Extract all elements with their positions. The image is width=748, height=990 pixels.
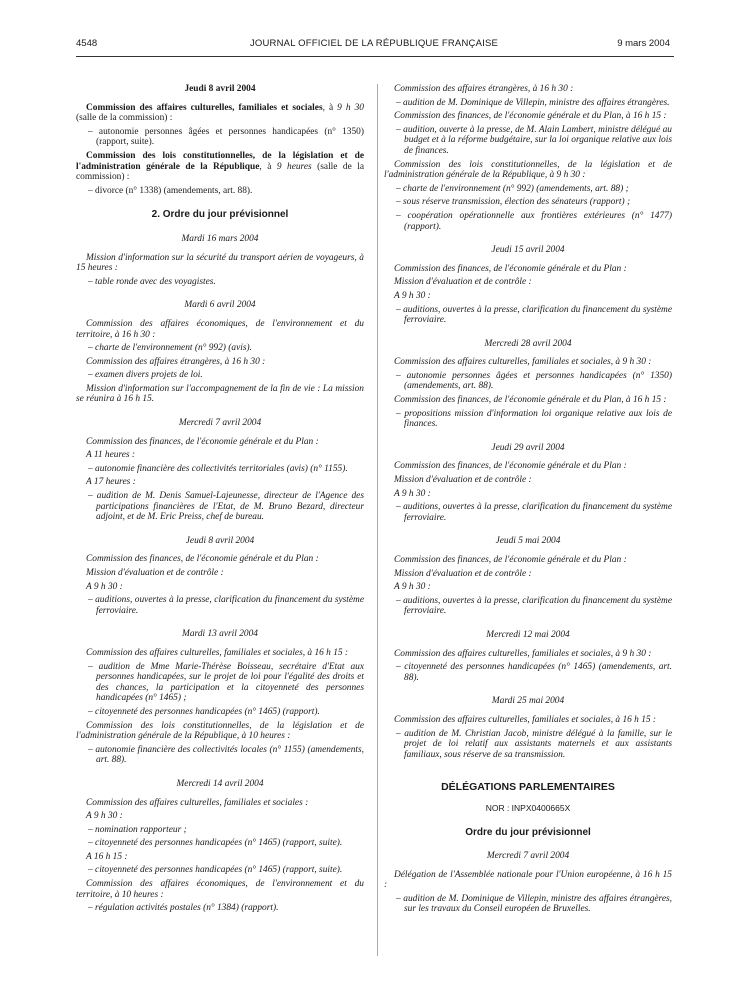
- committee-line: Commission des finances, de l'économie générale et du Plan :: [86, 436, 319, 447]
- agenda-item: – régulation activités postales (n° 1384) (rapport).: [88, 903, 279, 914]
- time-line: Mission d'évaluation et de contrôle :: [86, 568, 224, 578]
- time-line: Mission d'évaluation et de contrôle :: [394, 277, 532, 288]
- journal-title: JOURNAL OFFICIEL DE LA RÉPUBLIQUE FRANÇAISE: [249, 38, 499, 49]
- committee-line: Commission des finances, de l'économie générale et du Plan :: [394, 555, 627, 565]
- paragraph-fragment: Commission des affaires culturelles, familiales et sociales: [86, 102, 323, 113]
- committee-line: Commission des finances, de l'économie générale et du Plan :: [86, 554, 319, 565]
- time-line: A 16 h 15 :: [86, 851, 128, 862]
- committee-line: Commission des affaires culturelles, familiales et sociales, à 9 h 30 :: [394, 357, 652, 368]
- committee-line: Commission des affaires économiques, de l'environnement et du territoire, à 16 h 30 :: [76, 318, 364, 340]
- paragraph-fragment: , à: [322, 102, 338, 113]
- paragraph-fragment: (salle de la commission) :: [76, 113, 173, 124]
- agenda-item: – charte de l'environnement (n° 992) (avis).: [88, 343, 252, 354]
- agenda-item: – audition, ouverte à la presse, de M. Alain Lambert, ministre délégué au budget et à la réforme budgétaire, sur la loi organique relative aux lois de finances.: [396, 124, 672, 156]
- page-header: [0, 38, 748, 52]
- agenda-item: – divorce (n° 1338) (amendements, art. 88).: [88, 185, 253, 196]
- time-line: A 9 h 30 :: [86, 811, 123, 822]
- sitting-date: Mardi 6 avril 2004: [184, 300, 256, 311]
- agenda-item: – table ronde avec des voyagistes.: [88, 276, 216, 287]
- agenda-item: – autonomie financière des collectivités locales (n° 1155) (amendements, art. 88).: [88, 744, 364, 766]
- paragraph-fragment: 9 h 30: [337, 102, 364, 113]
- section-title: 2. Ordre du jour prévisionnel: [151, 209, 289, 221]
- agenda-item: – citoyenneté des personnes handicapées (n° 1465) (rapport, suite).: [88, 838, 343, 849]
- committee-line: Commission des finances, de l'économie générale et du Plan, à 16 h 15 :: [394, 395, 667, 406]
- sitting-date: Mercredi 7 avril 2004: [486, 851, 570, 862]
- agenda-item: – citoyenneté des personnes handicapées (n° 1465) (amendements, art. 88).: [396, 662, 672, 683]
- time-line: A 17 heures :: [86, 477, 136, 488]
- sitting-date: Jeudi 29 avril 2004: [491, 442, 565, 453]
- time-line: A 9 h 30 :: [394, 290, 431, 301]
- paragraph-fragment: (salle de la commission) :: [76, 161, 364, 183]
- agenda-item: – auditions, ouvertes à la presse, clarification du financement du système ferroviaire.: [396, 502, 672, 523]
- time-line: Mission d'évaluation et de contrôle :: [394, 475, 532, 486]
- sitting-date: Mardi 25 mai 2004: [491, 696, 565, 707]
- time-line: A 9 h 30 :: [86, 581, 123, 592]
- rubric-title: DÉLÉGATIONS PARLEMENTAIRES: [441, 781, 615, 794]
- committee-line: Commission des finances, de l'économie générale et du Plan :: [394, 263, 627, 274]
- agenda-item: – charte de l'environnement (n° 992) (amendements, art. 88) ;: [396, 183, 629, 194]
- agenda-item: – citoyenneté des personnes handicapées (n° 1465) (rapport, suite).: [88, 865, 343, 876]
- agenda-paragraph: [76, 103, 364, 124]
- left-column: [76, 84, 364, 917]
- agenda-item: – audition de M. Christian Jacob, ministre délégué à la famille, sur le projet de loi relatif aux assistants maternels et aux assistants familiaux, sous réserve de sa transmission.: [396, 728, 672, 760]
- agenda-item: – propositions mission d'information loi organique relative aux lois de finances.: [396, 408, 672, 430]
- nor-reference: NOR : INPX0400665X: [485, 802, 571, 813]
- committee-line: Commission des finances, de l'économie générale et du Plan :: [394, 461, 627, 472]
- committee-line: Commission des affaires étrangères, à 16 h 30 :: [86, 356, 266, 367]
- agenda-item: – autonomie personnes âgées et personnes handicapées (n° 1350) (amendements, art. 88).: [396, 370, 672, 392]
- paragraph-fragment: 9 heures: [276, 161, 312, 172]
- agenda-item: – audition de Mme Marie-Thérèse Boisseau, secrétaire d'Etat aux personnes handicapées, sur le projet de loi pour l'égalité des droits et des chances, la participation et la citoyenneté des personnes handicapées (n° 1465) ;: [88, 661, 364, 704]
- committee-line: Commission des lois constitutionnelles, de la législation et de l'administration générale de la République, à 9 h 30 :: [384, 159, 672, 181]
- sitting-date: Mardi 13 avril 2004: [182, 629, 258, 640]
- section-title: Ordre du jour prévisionnel: [465, 826, 591, 838]
- time-line: Mission d'évaluation et de contrôle :: [394, 568, 532, 579]
- paragraph-fragment: Commission des lois constitutionnelles, de la législation et de l'administration générale de la République: [76, 150, 364, 172]
- agenda-item: – coopération opérationnelle aux frontières extérieures (n° 1477) (rapport).: [396, 210, 672, 232]
- agenda-item: – examen divers projets de loi.: [88, 370, 203, 381]
- agenda-paragraph: [76, 151, 364, 183]
- sitting-date: Jeudi 5 mai 2004: [495, 536, 561, 547]
- issue-date: 9 mars 2004: [617, 38, 670, 49]
- agenda-item: – audition de M. Dominique de Villepin, ministre des affaires étrangères.: [396, 97, 670, 108]
- agenda-item: – citoyenneté des personnes handicapées (n° 1465) (rapport).: [88, 706, 320, 717]
- agenda-item: – sous réserve transmission, élection des sénateurs (rapport) ;: [396, 197, 631, 208]
- header-rule: [76, 56, 674, 57]
- agenda-item: – autonomie financière des collectivités territoriales (avis) (n° 1155).: [88, 463, 348, 474]
- sitting-date: Mercredi 12 mai 2004: [486, 629, 570, 640]
- sitting-date: Mardi 16 mars 2004: [181, 233, 259, 244]
- agenda-item: – auditions, ouvertes à la presse, clarification du financement du système ferroviaire.: [88, 595, 364, 616]
- sitting-date: Jeudi 8 avril 2004: [185, 535, 255, 546]
- agenda-item: – auditions, ouvertes à la presse, clarification du financement du système ferroviaire.: [396, 595, 672, 617]
- column-divider: [377, 84, 378, 956]
- paragraph-fragment: , à: [259, 161, 277, 172]
- agenda-item: – nomination rapporteur ;: [88, 824, 187, 835]
- committee-line: Délégation de l'Assemblée nationale pour l'Union européenne, à 16 h 15 :: [384, 869, 672, 891]
- time-line: A 11 heures :: [86, 450, 136, 461]
- committee-line: Mission d'information sur la sécurité du transport aérien de voyageurs, à 15 heures :: [76, 252, 364, 274]
- sitting-date: Jeudi 15 avril 2004: [491, 245, 565, 256]
- committee-line: Mission d'information sur l'accompagnement de la fin de vie : La mission se réunira à 16 h 15.: [76, 383, 364, 405]
- sitting-date: Mercredi 28 avril 2004: [484, 338, 572, 349]
- committee-line: Commission des affaires culturelles, familiales et sociales, à 16 h 15 :: [394, 714, 657, 725]
- time-line: A 9 h 30 :: [394, 488, 431, 499]
- committee-line: Commission des affaires culturelles, familiales et sociales, à 16 h 15 :: [86, 647, 349, 658]
- agenda-item: – audition de M. Dominique de Villepin, ministre des affaires étrangères, sur les travaux du Conseil européen de Bruxelles.: [396, 893, 672, 915]
- agenda-item: – audition de M. Denis Samuel-Lajeunesse, directeur de l'Agence des participations financières de l'Etat, de M. Bruno Bezard, directeur adjoint, et de M. Eric Preiss, chef de bureau.: [88, 491, 364, 523]
- agenda-item: – autonomie personnes âgées et personnes handicapées (n° 1350) (rapport, suite).: [88, 126, 364, 148]
- sitting-date: Jeudi 8 avril 2004: [184, 84, 256, 94]
- sitting-date: Mercredi 7 avril 2004: [178, 418, 262, 429]
- time-line: A 9 h 30 :: [394, 582, 431, 593]
- right-column: [384, 84, 672, 918]
- committee-line: Commission des affaires étrangères, à 16 h 30 :: [394, 84, 574, 94]
- committee-line: Commission des affaires culturelles, familiales et sociales, à 9 h 30 :: [394, 648, 652, 659]
- agenda-item: – auditions, ouvertes à la presse, clarification du financement du système ferroviaire.: [396, 304, 672, 326]
- committee-line: Commission des finances, de l'économie générale et du Plan, à 16 h 15 :: [394, 111, 667, 122]
- committee-line: Commission des lois constitutionnelles, de la législation et de l'administration générale de la République, à 10 heures :: [76, 720, 364, 742]
- sitting-date: Mercredi 14 avril 2004: [176, 778, 264, 789]
- committee-line: Commission des affaires économiques, de l'environnement et du territoire, à 10 heures :: [76, 879, 364, 900]
- committee-line: Commission des affaires culturelles, familiales et sociales :: [86, 797, 309, 808]
- page-number: 4548: [76, 38, 98, 49]
